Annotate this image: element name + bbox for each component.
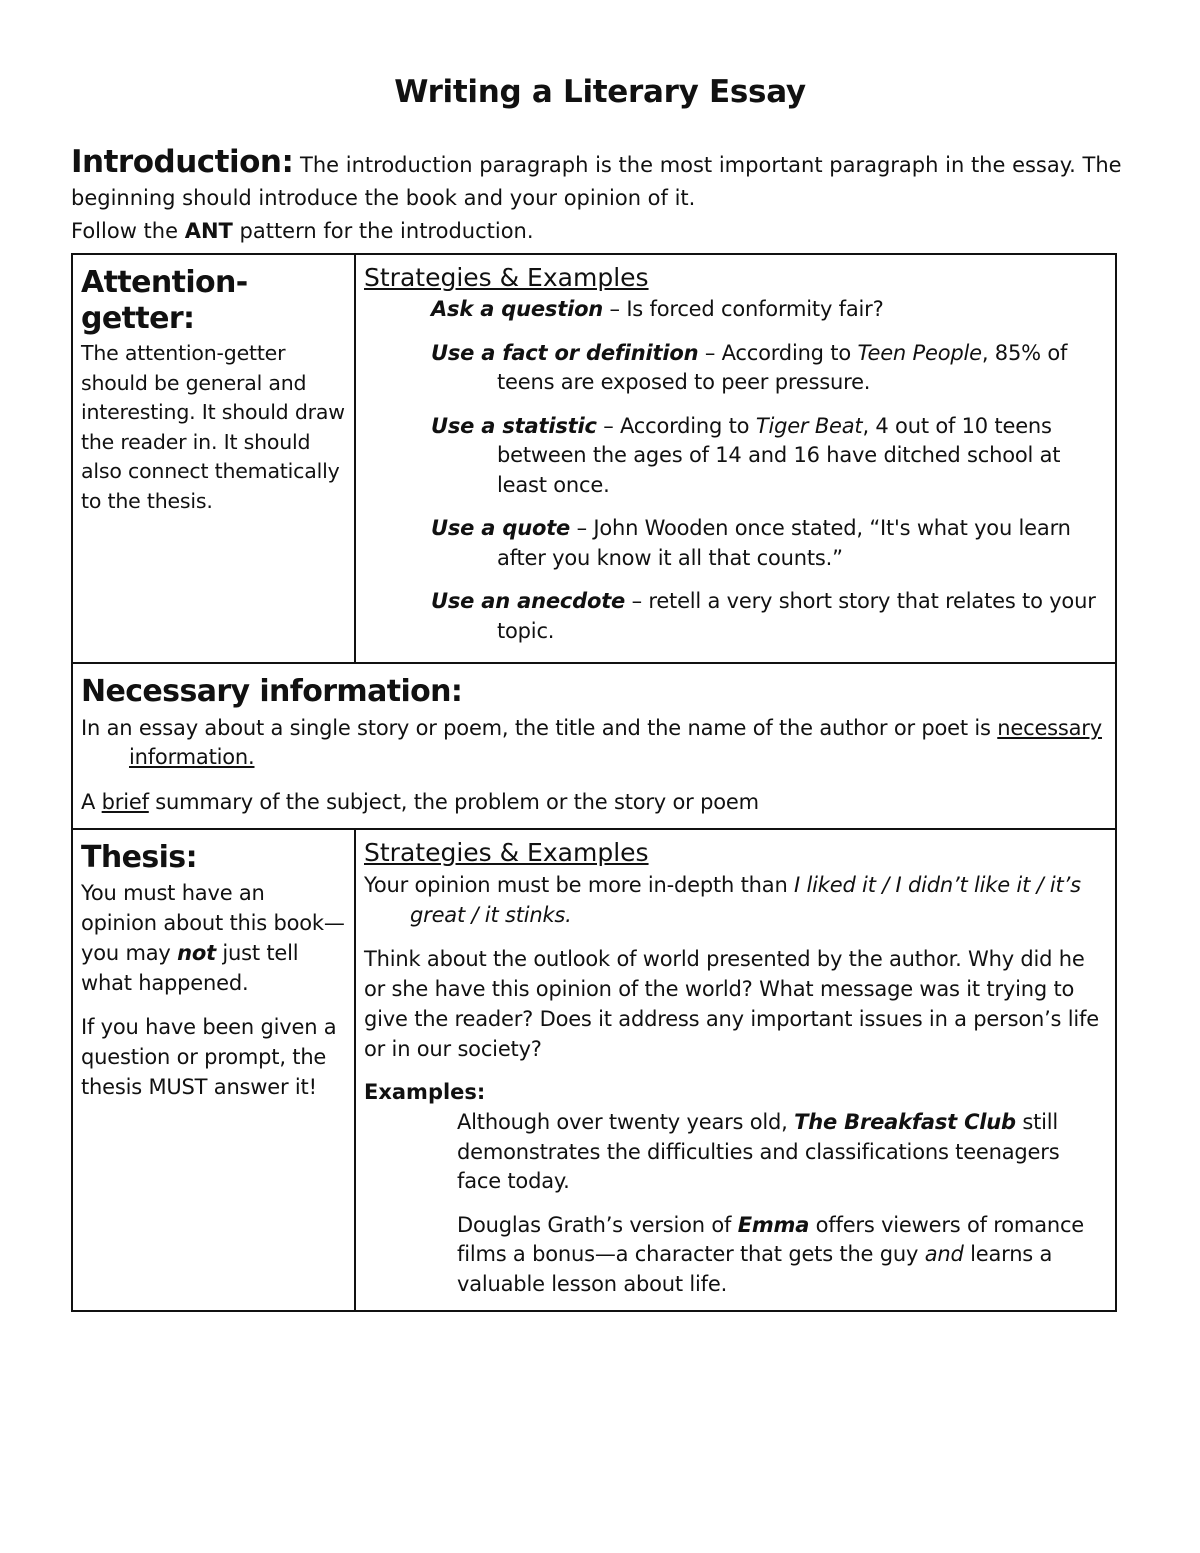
strategy-label: Use an anecdote: [431, 589, 626, 613]
thesis-description: [81, 878, 346, 998]
strategy-anecdote: [364, 587, 1107, 646]
page-title: Writing a Literary Essay: [394, 74, 806, 110]
necessary-information-underlined: necessary information.: [129, 716, 1102, 769]
introduction-text: The introduction paragraph is the most important paragraph in the essay. The beginning should introduce the book and your opinion of it.: [71, 153, 1122, 210]
strategy-text: , 85% of teens are exposed to peer pressure.: [497, 340, 1068, 394]
attention-strategies-cell: [355, 254, 1116, 663]
follow-text-pre: Follow the: [71, 219, 185, 243]
thesis-example-emma: [364, 1211, 1107, 1300]
thesis-text: just tell what happened.: [81, 941, 299, 995]
ant-keyword: ANT: [184, 219, 233, 243]
ant-table: [71, 253, 1117, 1312]
thesis-row: [72, 829, 1116, 1311]
strategy-question: [364, 295, 1107, 325]
example-emphasis: and: [924, 1242, 964, 1266]
attention-getter-description: The attention-getter should be general and interesting. It should draw the reader in. It should also connect thematically to the thesis.: [81, 341, 345, 513]
strategy-text: – retell a very short story that relates to your topic.: [497, 589, 1096, 643]
example-title: The Breakfast Club: [794, 1110, 1016, 1134]
summary-text: summary of the subject, the problem or the story or poem: [148, 790, 759, 814]
necessary-information-row: [72, 663, 1116, 829]
thesis-cell: [72, 829, 355, 1311]
strategy-text: , 4 out of 10 teens between the ages of 14 and 16 have ditched school at least once.: [497, 413, 1061, 497]
strategy-quote: [364, 514, 1107, 573]
strategy-text: – According to: [596, 413, 756, 438]
strategy-label: Ask a question: [431, 297, 604, 321]
thesis-heading: Thesis:: [81, 840, 197, 875]
thesis-prompt-note: If you have been given a question or prompt, the thesis MUST answer it!: [81, 1015, 337, 1099]
strategy-text: – John Wooden once stated, “It's what you learn after you know it all that counts.”: [497, 516, 1071, 570]
strategy-statistic: [364, 412, 1107, 501]
opinion-depth-note: [364, 870, 1107, 930]
brief-underlined: brief: [101, 790, 149, 814]
opinion-examples: I liked it / I didn’t like it / it’s great / it stinks.: [410, 873, 1081, 927]
thesis-text: You must have an opinion about this book—you may: [81, 881, 345, 965]
examples-label: Examples:: [364, 1080, 486, 1104]
necessary-information-heading: Necessary information:: [81, 674, 463, 709]
attention-getter-cell: [72, 254, 355, 663]
strategy-label: Use a quote: [431, 516, 571, 540]
example-title: Emma: [737, 1212, 810, 1237]
strategies-heading: Strategies & Examples: [364, 838, 649, 867]
example-text: Douglas Grath’s version of: [457, 1212, 738, 1237]
summary-line: [81, 788, 1107, 817]
thesis-emphasis: not: [177, 941, 216, 965]
follow-text-post: pattern for the introduction.: [232, 219, 534, 243]
example-text: still demonstrates the difficulties and classifications teenagers face today.: [457, 1110, 1060, 1193]
strategies-heading: Strategies & Examples: [364, 263, 649, 292]
example-text: learns a valuable lesson about life.: [457, 1242, 1053, 1296]
thesis-strategies-cell: [355, 829, 1116, 1311]
strategy-fact: [364, 339, 1107, 398]
necessary-information-text: In an essay about a single story or poem, the title and the name of the author or poet is: [81, 716, 998, 740]
strategy-source: Tiger Beat: [755, 413, 863, 438]
strategy-text: – Is forced conformity fair?: [603, 297, 884, 321]
necessary-information-line: [81, 714, 1107, 772]
summary-text: A: [81, 790, 102, 814]
example-text: offers viewers of romance films a bonus—a character that gets the guy: [457, 1212, 1085, 1266]
thesis-example-breakfast-club: [364, 1108, 1107, 1197]
strategy-source: Teen People: [857, 340, 982, 365]
strategy-label: Use a statistic: [431, 413, 597, 438]
outlook-paragraph: Think about the outlook of world presented by the author. Why did he or she have this opinion of the world? What message was it trying to give the reader? Does it address any important issues in a person’s life or in our society?: [364, 947, 1099, 1061]
introduction-heading: Introduction:: [71, 144, 294, 180]
strategy-text: – According to: [698, 340, 858, 365]
introduction-paragraph: [71, 146, 1131, 248]
attention-getter-heading: Attention-getter:: [81, 265, 248, 336]
attention-getter-row: [72, 254, 1116, 663]
necessary-information-cell: [72, 663, 1116, 829]
opinion-text: Your opinion must be more in-depth than: [364, 873, 795, 897]
strategy-label: Use a fact or definition: [431, 340, 699, 365]
example-text: Although over twenty years old,: [457, 1110, 795, 1134]
